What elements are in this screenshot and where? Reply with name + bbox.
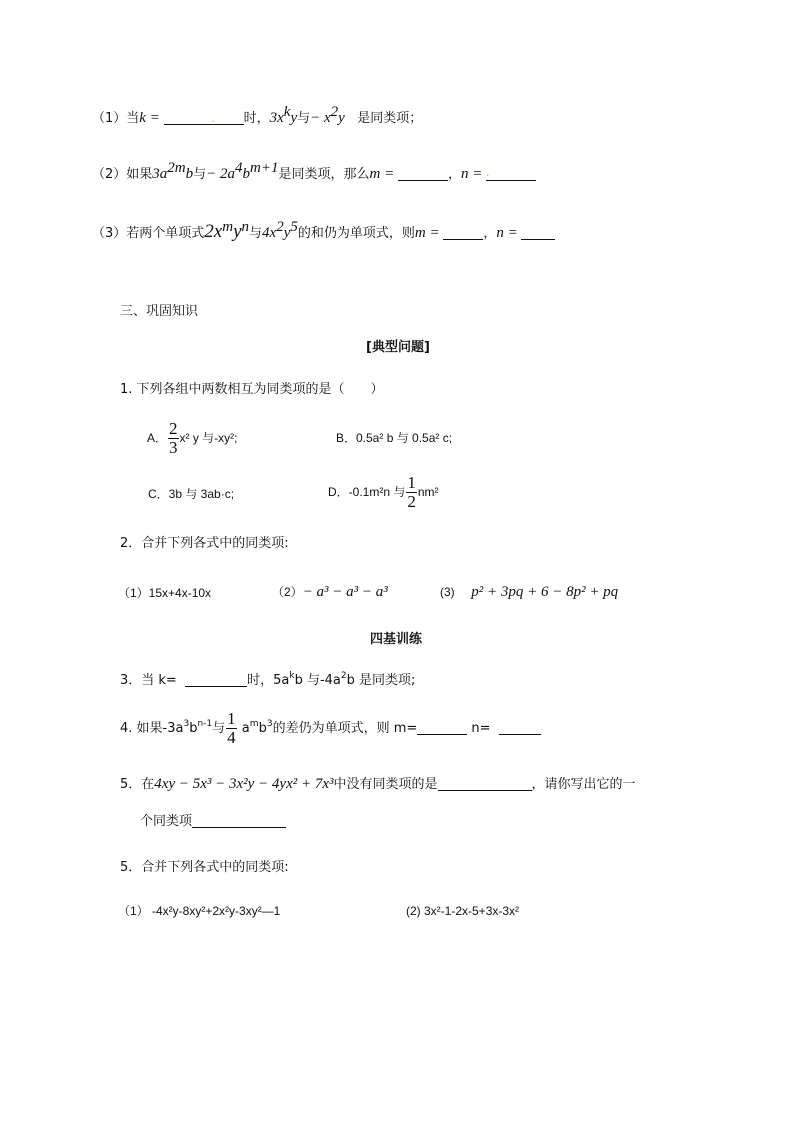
p5-prefix: 5．在 — [120, 777, 155, 792]
item-2-label: （2） — [272, 585, 303, 599]
q2-3-eq2: = — [503, 225, 522, 241]
q2-3-term1-exp: m — [222, 219, 234, 235]
q2-3-term2-exp2: 5 — [290, 219, 298, 235]
problem-1-option-b[interactable]: B．0.5a² b 与 0.5a² c; — [336, 431, 453, 445]
problem-4 — [120, 708, 541, 750]
p3-end: b 是同类项; — [346, 673, 416, 688]
p4-exp1: 3 — [183, 719, 190, 729]
problem-6-item-2: (2) 3x²-1-2x-5+3x-3x² — [406, 904, 520, 918]
q2-3-n: n — [496, 225, 504, 241]
problem-2-stem: 2．合并下列各式中的同类项: — [120, 536, 289, 551]
q2-2-term2-exp2: m+1 — [250, 160, 279, 176]
q2-3-term1-exp2: n — [241, 219, 249, 235]
q2-3-with: 与 — [249, 226, 263, 241]
answer-blank-k[interactable]: . — [164, 110, 244, 125]
p3-prefix: 3．当 k= — [120, 673, 177, 688]
q2-3-term2-y: y — [283, 225, 291, 241]
q2-2-term2-exp: 4 — [235, 160, 243, 176]
problem-1-option-d[interactable] — [328, 472, 439, 512]
p3-exp2: 2 — [340, 671, 347, 681]
question-2-2 — [92, 160, 536, 185]
fraction-num: 1 — [407, 473, 416, 493]
problem-2-item-1: （1）15x+4x-10x — [118, 586, 212, 600]
q2-1-k: k — [139, 110, 146, 126]
p4-mid: 的差仍为单项式，则 m= — [272, 721, 418, 736]
fraction-one-quarter — [226, 710, 237, 747]
problem-2-item-2 — [272, 582, 388, 603]
q2-1-term2-exp: 2 — [330, 104, 339, 120]
p5-mid: 中没有同类项的是 — [333, 777, 438, 792]
q2-2-term2: − 2a — [206, 166, 236, 182]
q2-3-prefix: （3）若两个单项式 — [92, 226, 205, 241]
answer-blank-n2[interactable] — [521, 225, 555, 240]
q2-2-prefix: （2）如果 — [92, 167, 153, 182]
q2-2-term1: 3a — [152, 166, 168, 182]
q2-1-term1-exp: k — [283, 104, 291, 120]
q2-1-term2: − x — [310, 110, 331, 126]
p4-a: a — [237, 721, 250, 736]
option-a-text: x² y 与-xy²; — [179, 431, 238, 445]
answer-blank-m[interactable] — [398, 166, 448, 181]
fraction-two-thirds — [168, 420, 179, 457]
p4-n: n= — [467, 721, 495, 736]
p5-suffix: ，请你写出它的一 — [531, 777, 636, 792]
problem-3 — [120, 671, 415, 691]
answer-blank-term[interactable] — [438, 776, 532, 791]
fraction-num: 1 — [227, 709, 236, 728]
answer-blank-m3[interactable] — [417, 720, 467, 735]
section-3-title: 三、巩固知识 — [120, 304, 199, 319]
q2-3-eq: = — [425, 225, 444, 241]
problem-1-stem: 1. 下列各组中两数相互为同类项的是（ ） — [120, 382, 384, 397]
problem-5 — [120, 774, 636, 795]
q2-2-mid: 是同类项，那么 — [278, 167, 370, 182]
option-d-label: D．-0.1m²n 与 — [328, 485, 406, 499]
q2-3-sep: ， — [483, 226, 497, 241]
q2-1-term2-y: y — [338, 110, 345, 126]
problem-2-item-3 — [440, 582, 618, 603]
option-a-label: A． — [147, 431, 168, 445]
p4-with: 与 — [212, 721, 226, 736]
q2-3-mid: 的和仍为单项式，则 — [297, 226, 415, 241]
q2-1-term1-y: y — [290, 110, 298, 126]
p4-b2: b — [258, 721, 267, 736]
p4-exp3: m — [249, 719, 259, 729]
q2-2-eq2: = — [468, 166, 487, 182]
option-d-text: nm² — [417, 485, 439, 499]
answer-blank-n3[interactable] — [499, 720, 541, 735]
p3-mid: b 与-4a — [294, 673, 341, 688]
p4-prefix: 4. 如果-3a — [120, 721, 184, 736]
q2-1-with: 与 — [297, 111, 311, 126]
fraction-den: 4 — [227, 728, 236, 747]
question-2-1 — [92, 104, 423, 129]
fraction-one-half — [406, 474, 417, 511]
item-3-label: (3) — [440, 585, 455, 599]
q2-2-term2-b: b — [242, 166, 251, 182]
problem-6-stem: 5．合并下列各式中的同类项: — [120, 860, 289, 875]
q2-1-prefix: （1）当 — [92, 111, 140, 126]
q2-2-m: m — [369, 166, 381, 182]
q2-3-term2: 4x — [262, 225, 277, 241]
fraction-den: 2 — [407, 492, 416, 512]
q2-3-term1: 2x — [204, 221, 223, 242]
q2-2-term1-b: b — [185, 166, 194, 182]
q2-3-term1-y: y — [233, 221, 242, 242]
answer-blank-k2[interactable] — [185, 672, 247, 687]
problem-1-option-c[interactable]: C．3b 与 3ab·c; — [148, 487, 235, 501]
q2-2-with: 与 — [193, 167, 207, 182]
typical-problems-title: [典型问题] — [366, 340, 430, 355]
p5-expression: 4xy − 5x³ − 3x²y − 4yx² + 7x³ — [154, 776, 334, 792]
q2-1-term1: 3x — [269, 110, 284, 126]
fraction-den: 3 — [169, 438, 178, 458]
answer-blank-similar-term[interactable] — [192, 813, 286, 828]
question-2-3 — [92, 220, 555, 246]
p3-exp1: k — [289, 671, 295, 681]
q2-3-term2-exp: 2 — [276, 219, 284, 235]
problem-1-option-a[interactable] — [147, 418, 238, 458]
answer-blank-m2[interactable] — [443, 225, 483, 240]
item-3-expression: p² + 3pq + 6 − 8p² + pq — [471, 584, 619, 600]
q2-2-n: n — [460, 166, 469, 182]
basic-training-title: 四基训练 — [370, 632, 423, 647]
item-2-expression: − a³ − a³ − a³ — [302, 584, 388, 600]
problem-5-line-2 — [140, 812, 286, 832]
q2-1-time: 时， — [243, 111, 270, 126]
fraction-num: 2 — [169, 419, 178, 439]
p3-suffix: 时，5a — [247, 673, 290, 688]
p4-exp2: n-1 — [197, 719, 213, 729]
answer-blank-n[interactable]: . — [486, 166, 536, 181]
q2-1-eq: = — [145, 110, 164, 126]
q2-2-eq: = — [380, 166, 398, 182]
problem-6-item-1: （1） -4x²y-8xy²+2x²y-3xy²—1 — [118, 904, 281, 918]
p5-line2: 个同类项 — [140, 814, 193, 829]
q2-2-sep: ， — [447, 167, 461, 182]
p4-exp4: 3 — [266, 719, 273, 729]
q2-2-term1-exp: 2m — [167, 160, 186, 176]
p4-b1: b — [189, 721, 198, 736]
q2-1-suffix: 是同类项； — [357, 111, 423, 126]
q2-3-m: m — [414, 225, 426, 241]
